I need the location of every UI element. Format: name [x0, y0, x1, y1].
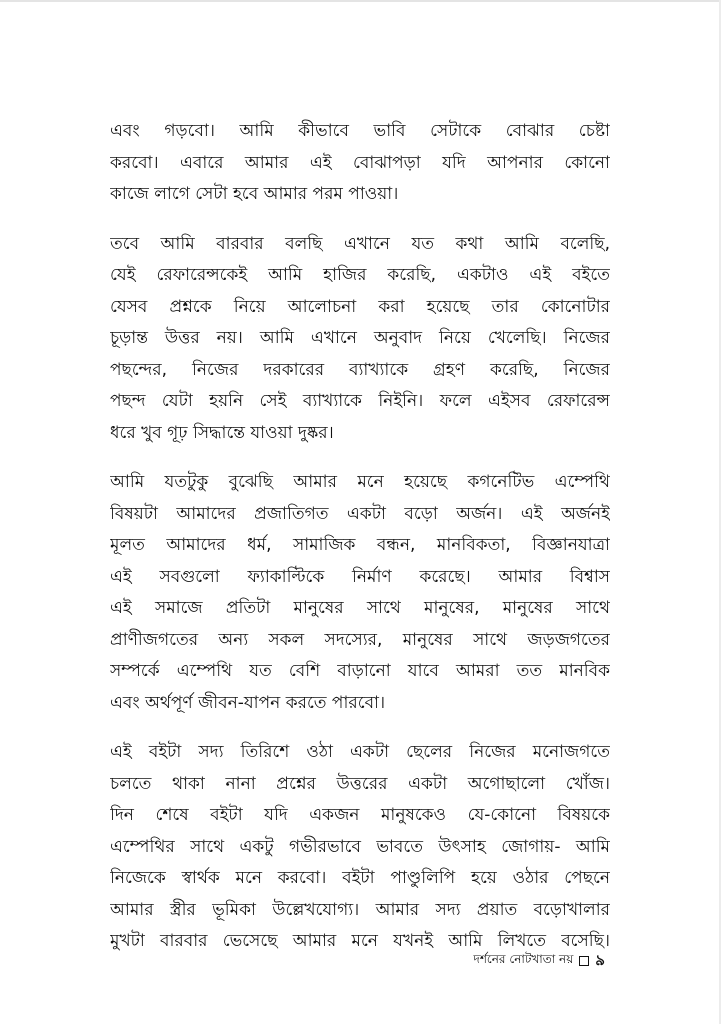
page-number: ৯ [595, 950, 605, 969]
paragraph-4 [110, 737, 610, 958]
square-separator-icon [579, 956, 589, 966]
text-line: করবো। এবারে আমার এই বোঝাপড়া যদি আপনার কোনো [110, 152, 610, 173]
paragraph-2 [110, 229, 610, 450]
text-line: দিন শেষে বইটা যদি একজন মানুষকেও যে-কোনো বিষয়কে [110, 805, 610, 825]
text-line: প্রাণীজগতের অন্য সকল সদস্যের, মানুষের সাথে জড়জগতের [110, 629, 610, 650]
text-line: এই বইটা সদ্য তিরিশে ওঠা একটা ছেলের নিজের মনোজগতে [110, 742, 610, 762]
paragraph-3 [110, 467, 610, 719]
text-line: আমার স্ত্রীর ভূমিকা উল্লেখযোগ্য। আমার সদ্য প্রয়াত বড়োখালার [110, 899, 610, 920]
text-line: মুখটা বারবার ভেসেছে আমার মনে যখনই আমি লিখতে বসেছি। [110, 931, 610, 951]
text-line: এই সমাজে প্রতিটা মানুষের সাথে মানুষের, মানুষের সাথে [110, 598, 610, 618]
text-line: এম্পেথির সাথে একটু গভীরভাবে ভাবতে উৎসাহ জোগায়- আমি [110, 836, 610, 857]
running-footer-title: দর্শনের নোটখাতা নয় [473, 952, 574, 966]
text-line: সম্পর্কে এম্পেথি যত বেশি বাড়ানো যাবে আমরা তত মানবিক [110, 661, 610, 681]
text-line: যেই রেফারেন্সকেই আমি হাজির করেছি, একটাও এই বইতে [110, 265, 610, 285]
text-line: চূড়ান্ত উত্তর নয়। আমি এখানে অনুবাদ নিয়ে খেলেছি। নিজের [110, 328, 610, 348]
text-line: এই সবগুলো ফ্যাকাল্টিকে নির্মাণ করেছে। আমার বিশ্বাস [110, 566, 610, 587]
text-line: চলতে থাকা নানা প্রশ্নের উত্তরের একটা অগোছালো খোঁজ। [110, 773, 610, 794]
text-line: আমি যতটুকু বুঝেছি আমার মনে হয়েছে কগনেটিভ এম্পেথি [110, 472, 610, 492]
body-text [110, 116, 610, 976]
text-line: বিষয়টা আমাদের প্রজাতিগত একটা বড়ো অর্জন। এই অর্জনই [110, 503, 610, 524]
text-line: মূলত আমাদের ধর্ম, সামাজিক বন্ধন, মানবিকতা, বিজ্ঞানযাত্রা [110, 535, 610, 555]
text-line: এবং অর্থপূর্ণ জীবন-যাপন করতে পারবো। [110, 692, 386, 713]
text-line: তবে আমি বারবার বলছি এখানে যত কথা আমি বলেছি, [110, 233, 610, 254]
text-line: পছন্দের, নিজের দরকারের ব্যাখ্যাকে গ্রহণ করেছি, নিজের [110, 359, 610, 380]
text-line: কাজে লাগে সেটা হবে আমার পরম পাওয়া। [110, 184, 399, 204]
text-line: এবং গড়বো। আমি কীভাবে ভাবি সেটাকে বোঝার চেষ্টা [110, 121, 610, 141]
text-line: যেসব প্রশ্নকে নিয়ে আলোচনা করা হয়েছে তার কোনোটার [110, 296, 610, 317]
page-footer [474, 951, 605, 971]
page-top-edge [0, 0, 721, 2]
text-line: ধরে খুব গূঢ় সিদ্ধান্তে যাওয়া দুষ্কর। [110, 422, 334, 443]
paragraph-1 [110, 116, 610, 211]
text-line: নিজেকে স্বার্থক মনে করবো। বইটা পাণ্ডুলিপি হয়ে ওঠার পেছনে [110, 868, 610, 888]
text-line: পছন্দ যেটা হয়নি সেই ব্যাখ্যাকে নিইনি। ফলে এইসব রেফারেন্স [110, 391, 610, 411]
